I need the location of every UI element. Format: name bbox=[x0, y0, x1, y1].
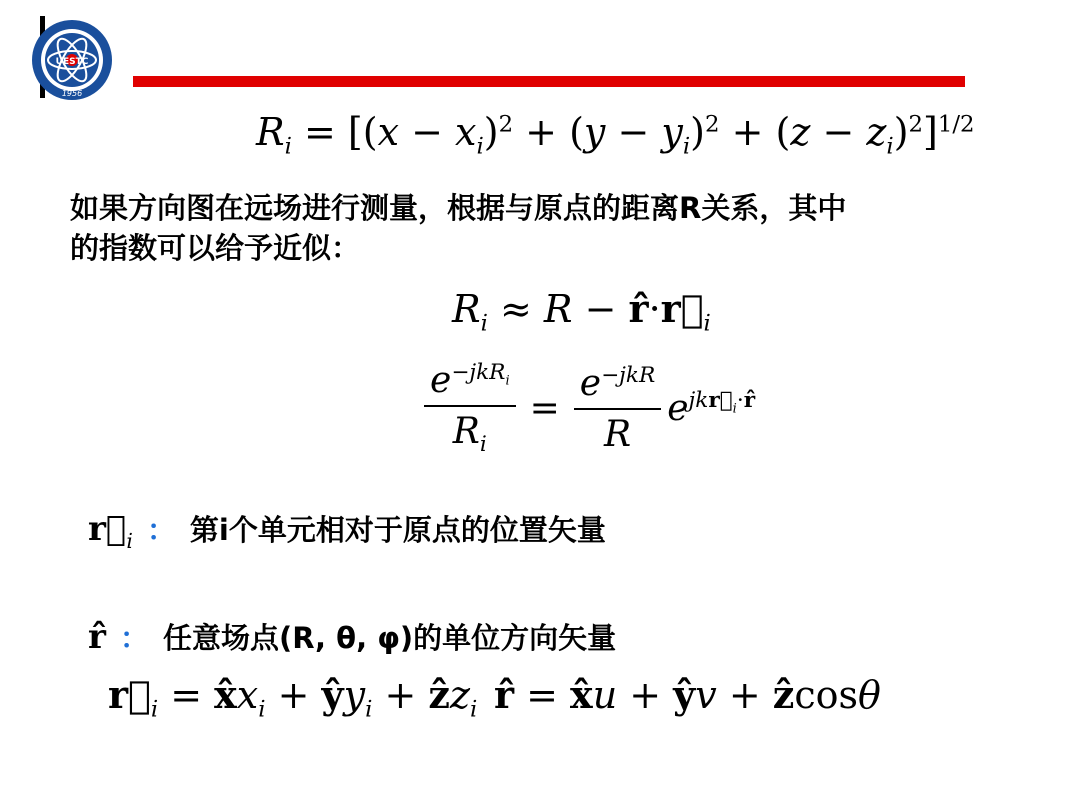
position-vector-description: 第i个单元相对于原点的位置矢量 bbox=[189, 513, 606, 547]
unit-vector-description: 任意场点(R, θ, φ)的单位方向矢量 bbox=[162, 621, 617, 655]
equation-approximation: $R_i \approx R$ − $r̂\cdot r⃗_i$ bbox=[452, 286, 711, 337]
equation-phase: $\frac{e^{-jkR_i}}{R_i}$ = $\frac{e^{-jkR}}{R}$ $e^{jkr⃗_i\cdot r̂}$ bbox=[424, 360, 755, 457]
definition-position-vector bbox=[88, 508, 606, 553]
position-vector-symbol: $r⃗_i$ bbox=[88, 509, 133, 553]
colon-2: ： bbox=[119, 621, 149, 655]
university-logo-icon bbox=[30, 18, 114, 102]
svg-text:UESTC: UESTC bbox=[55, 57, 89, 67]
unit-vector-symbol: r̂ bbox=[88, 617, 106, 657]
equation-position-vector: $r⃗_i$ = $x̂x_i$ + $ŷy_i$ + ẑz$_i$ bbox=[108, 672, 478, 723]
definition-unit-vector bbox=[88, 616, 616, 657]
fraction-right: $\frac{e^{-jkR}}{R}$ bbox=[574, 363, 661, 455]
equation-unit-vector: r̂ = x̂u + ŷv + ẑcosθ bbox=[494, 672, 881, 717]
paragraph-line-1: 如果方向图在远场进行测量，根据与原点的距离R关系，其中 bbox=[70, 191, 847, 225]
explanation-paragraph bbox=[70, 188, 1030, 268]
svg-text:1956: 1956 bbox=[61, 89, 83, 98]
title-accent-bar bbox=[133, 76, 965, 87]
fraction-left: $\frac{e^{-jkR_i}}{R_i}$ bbox=[424, 360, 516, 457]
colon-1: ： bbox=[146, 513, 176, 547]
paragraph-line-2: 的指数可以给予近似： bbox=[70, 231, 361, 265]
equation-distance: $R_i = [(x - x_i)^2 + (y - y_i)^2 + (z - z_i)^2]^{1/2}$ bbox=[256, 110, 975, 160]
